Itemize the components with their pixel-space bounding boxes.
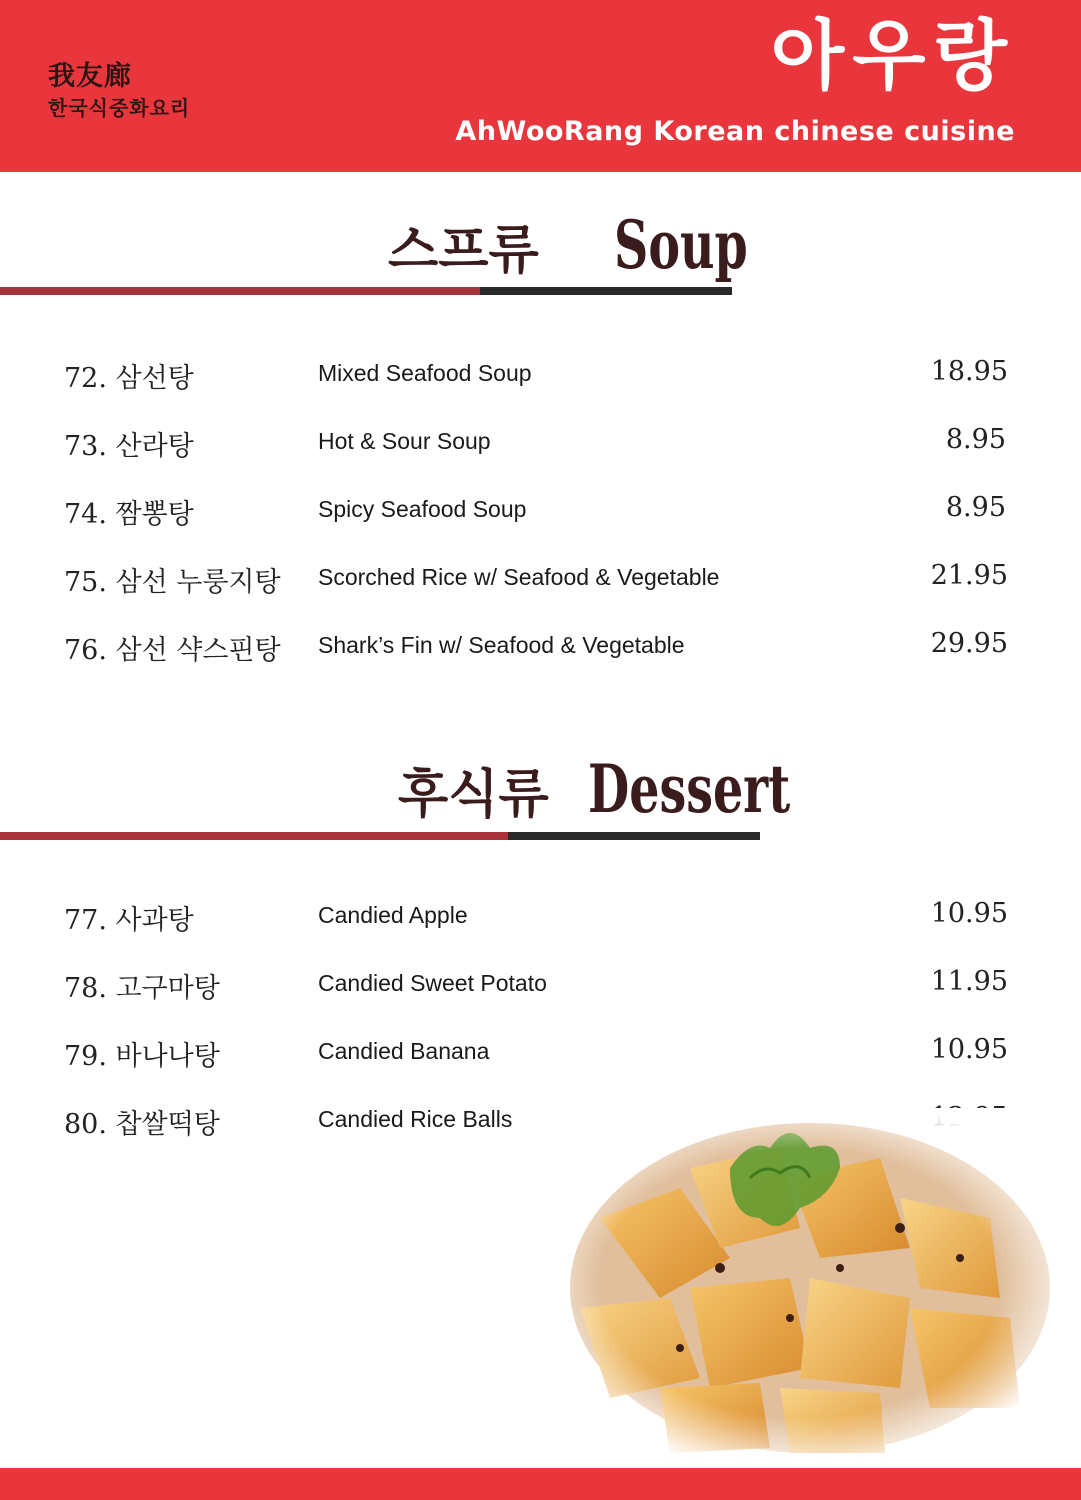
- menu-item: [0, 492, 1081, 532]
- menu-item-korean: 77. 사과탕: [64, 905, 194, 936]
- section-title-en: Dessert: [587, 750, 790, 828]
- menu-item-korean: 73. 산라탕: [64, 431, 194, 462]
- menu-item: [0, 356, 1081, 396]
- section-rule-red: [0, 287, 480, 295]
- menu-item-price: 8.95: [945, 492, 1006, 523]
- menu-item-korean: 72. 삼선탕: [64, 363, 194, 394]
- section-title-en: Soup: [613, 206, 748, 284]
- restaurant-korean-logo: 아우랑: [770, 11, 1015, 100]
- section-title-soup: [388, 206, 799, 284]
- menu-item: [0, 966, 1081, 1006]
- menu-item-english: Mixed Seafood Soup: [318, 360, 532, 386]
- restaurant-chinese-name: 我友廊: [48, 61, 132, 92]
- menu-item-price: 10.95: [930, 898, 1008, 929]
- menu-item-korean: 78. 고구마탕: [64, 973, 220, 1004]
- section-rule-red: [0, 832, 508, 840]
- menu-item-korean: 80. 찹쌀떡탕: [64, 1109, 220, 1140]
- menu-item: [0, 424, 1081, 464]
- menu-item-price: 11.95: [930, 966, 1008, 997]
- menu-item: [0, 560, 1081, 600]
- menu-item-english: Shark’s Fin w/ Seafood & Vegetable: [318, 632, 685, 658]
- candied-sweet-potato-photo: [540, 1108, 1060, 1458]
- menu-item-price: 10.95: [930, 1034, 1008, 1065]
- menu-item-price: 8.95: [945, 424, 1006, 455]
- section-rule-dark: [480, 287, 732, 295]
- restaurant-korean-subtitle: 한국식중화요리: [48, 96, 191, 120]
- menu-item-english: Candied Banana: [318, 1038, 490, 1064]
- menu-item-english: Candied Sweet Potato: [318, 970, 547, 996]
- menu-item-english: Scorched Rice w/ Seafood & Vegetable: [318, 564, 720, 590]
- section-title-kr: 후식류: [398, 765, 549, 825]
- menu-item-korean: 74. 짬뽕탕: [64, 499, 194, 530]
- menu-item-english: Hot & Sour Soup: [318, 428, 491, 454]
- menu-item-korean: 79. 바나나탕: [64, 1041, 220, 1072]
- menu-item: [0, 898, 1081, 938]
- menu-item: [0, 628, 1081, 668]
- menu-item-price: 29.95: [930, 628, 1008, 659]
- section-title-dessert: [398, 750, 868, 828]
- menu-item-english: Candied Rice Balls: [318, 1106, 513, 1132]
- section-title-kr: 스프류: [388, 221, 539, 281]
- menu-item: [0, 1034, 1081, 1074]
- menu-item-korean: 76. 삼선 샥스핀탕: [64, 635, 281, 666]
- restaurant-english-name: AhWooRang Korean chinese cuisine: [455, 116, 1015, 147]
- menu-item-price: 21.95: [930, 560, 1008, 591]
- footer-band: [0, 1468, 1081, 1500]
- header-banner: [0, 0, 1081, 172]
- menu-item-korean: 75. 삼선 누룽지탕: [64, 567, 281, 598]
- menu-item-english: Spicy Seafood Soup: [318, 496, 527, 522]
- menu-item-price: 18.95: [930, 356, 1008, 387]
- section-rule-dark: [508, 832, 760, 840]
- menu-item-english: Candied Apple: [318, 902, 468, 928]
